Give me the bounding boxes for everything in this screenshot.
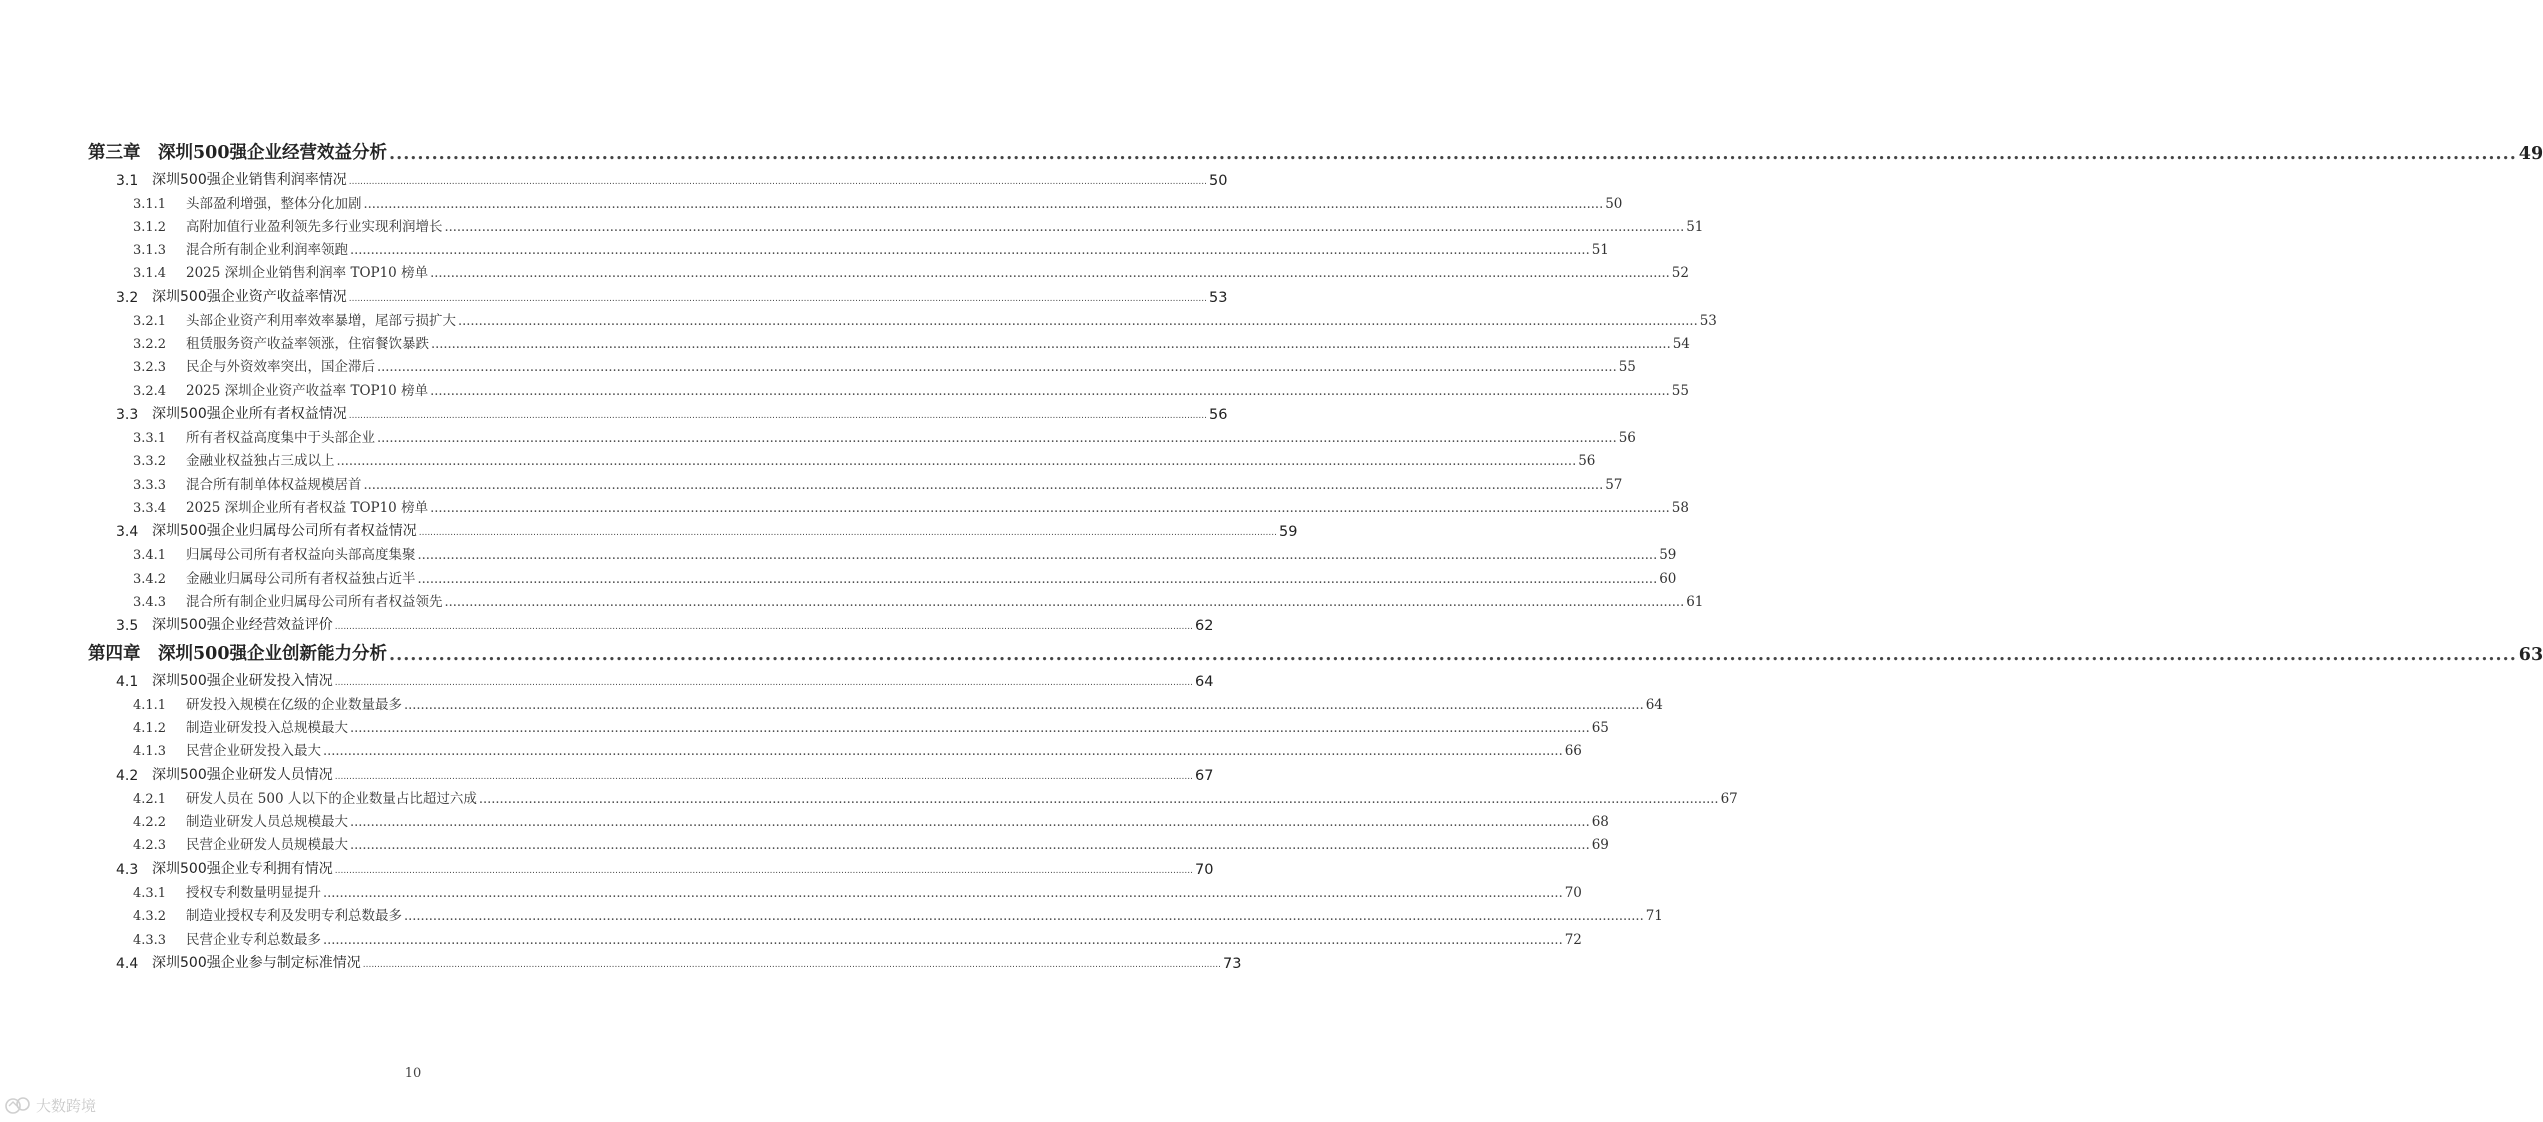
- toc-entry-title: 高附加值行业盈利领先多行业实现利润增长: [186, 218, 443, 235]
- toc-dot-leader: ............................................................................................................................................................................................................................................................................................................: [430, 383, 1670, 399]
- toc-dot-leader: ............................................................................................................................................................................................................................................................................................................: [478, 792, 1719, 808]
- toc-entry-page: 70: [1195, 861, 1214, 878]
- toc-entry-page: 57: [1605, 476, 1623, 493]
- toc-dot-leader: ............................................................................................................................................................................................................................................................................................................: [418, 528, 1277, 539]
- toc-dot-leader: ............................................................................................................................................................................................................................................................................................................: [417, 571, 1658, 587]
- toc-entry-title: 深圳500强企业专利拥有情况: [152, 860, 333, 877]
- toc-dot-leader: ............................................................................................................................................................................................................................................................................................................: [323, 744, 1563, 760]
- toc-entry-page: 62: [1195, 618, 1214, 635]
- toc-dot-leader: ............................................................................................................................................................................................................................................................................................................: [334, 677, 1193, 688]
- toc-entry-page: 70: [1564, 885, 1582, 902]
- toc-entry-page: 68: [1591, 814, 1609, 831]
- toc-dot-leader: ............................................................................................................................................................................................................................................................................................................: [350, 721, 1590, 737]
- toc-sub-entry[interactable]: [88, 493, 1689, 516]
- toc-entry-number: 4.2.3: [133, 838, 167, 854]
- toc-entry-number: 4.1.1: [133, 698, 167, 713]
- toc-dot-leader: ............................................................................................................................................................................................................................................................................................................: [430, 500, 1670, 516]
- toc-entry-title: 混合所有制单体权益规模居首: [186, 476, 362, 493]
- toc-entry-number: 4.2.1: [133, 792, 167, 808]
- toc-entry-title: 头部企业资产利用率效率暴增，尾部亏损扩大: [186, 312, 456, 329]
- toc-entry-page: 59: [1659, 547, 1677, 564]
- toc-entry-page: 56: [1578, 453, 1596, 470]
- watermark-text: 大数跨境: [36, 1096, 97, 1115]
- toc-entry-page: 72: [1564, 931, 1582, 948]
- toc-entry-number: 3.3: [116, 407, 139, 423]
- toc-sub-entry[interactable]: [88, 713, 1609, 737]
- toc-dot-leader: ............................................................................................................................................................................................................................................................................................................: [336, 454, 1577, 470]
- page-number: 10: [404, 1066, 422, 1081]
- toc-sub-entry[interactable]: [88, 212, 1704, 235]
- toc-dot-leader: ............................................................................................................................................................................................................................................................................................................: [444, 219, 1685, 235]
- toc-dot-leader: ............................................................................................................................................................................................................................................................................................................: [417, 548, 1658, 564]
- toc-dot-leader: ............................................................................................................................................................................................................................................................................................................: [348, 176, 1207, 187]
- toc-entry-page: 65: [1591, 720, 1609, 737]
- toc-entry-number: 3.2.1: [133, 313, 167, 329]
- toc-entry-title: 金融业归属母公司所有者权益独占近半: [186, 570, 416, 587]
- toc-entry-page: 60: [1659, 570, 1677, 587]
- toc-entry-number: 3.3.1: [133, 431, 167, 447]
- toc-entry-page: 67: [1720, 791, 1738, 808]
- toc-entry-page: 58: [1671, 499, 1689, 516]
- toc-entry-number: 3.1.1: [133, 196, 167, 212]
- toc-sub-entry[interactable]: [88, 352, 1636, 376]
- toc-entry-page: 56: [1209, 407, 1228, 423]
- toc-entry-page: 53: [1209, 289, 1228, 306]
- toc-entry-page: 73: [1223, 956, 1242, 972]
- toc-entry-page: 59: [1279, 524, 1298, 541]
- toc-entry-number: 3.2: [116, 289, 139, 306]
- toc-entry-page: 64: [1195, 673, 1214, 690]
- toc-entry-title: 所有者权益高度集中于头部企业: [186, 430, 375, 447]
- toc-entry-number: 4.2.2: [133, 815, 167, 831]
- toc-entry-page: 69: [1591, 837, 1609, 854]
- toc-sub-entry[interactable]: [88, 540, 1677, 564]
- toc-entry-number: 3.3.4: [133, 500, 167, 516]
- watermark: [4, 1094, 96, 1116]
- toc-section-entry[interactable]: [88, 164, 1228, 189]
- toc-dot-leader: ............................................................................................................................................................................................................................................................................................................: [334, 622, 1193, 633]
- toc-entry-title: 深圳500强企业所有者权益情况: [152, 406, 347, 422]
- toc-dot-leader: ............................................................................................................................................................................................................................................................................................................: [348, 293, 1207, 304]
- toc-dot-leader: ............................................................................................................................................................................................................................................................................................................: [348, 411, 1207, 421]
- toc-sub-entry[interactable]: [88, 189, 1623, 212]
- toc-dot-leader: ............................................................................................................................................................................................................................................................................................................: [323, 932, 1563, 948]
- toc-entry-number: 4.4: [116, 956, 139, 972]
- toc-dot-leader: ............................................................................................................................................................................................................................................................................................................: [363, 196, 1604, 212]
- toc-entry-title: 归属母公司所有者权益向头部高度集聚: [186, 547, 416, 564]
- toc-entry-number: 3.2.4: [133, 383, 167, 399]
- toc-sub-entry[interactable]: [88, 924, 1582, 948]
- toc-dot-leader: ............................................................................................................................................................................................................................................................................................................: [350, 243, 1590, 259]
- toc-entry-title: 2025 深圳企业资产收益率 TOP10 榜单: [186, 382, 429, 399]
- toc-sub-entry[interactable]: [88, 375, 1689, 399]
- toc-entry-number: 第三章: [88, 143, 141, 163]
- toc-sub-entry[interactable]: [88, 690, 1663, 713]
- toc-entry-number: 3.3.3: [133, 477, 167, 493]
- toc-sub-entry[interactable]: [88, 901, 1663, 925]
- toc-entry-page: 49: [2518, 144, 2543, 164]
- toc-sub-entry[interactable]: [88, 830, 1609, 854]
- toc-section-entry[interactable]: [88, 281, 1228, 306]
- toc-entry-number: 4.1.3: [133, 744, 167, 760]
- toc-chapter-entry[interactable]: [88, 133, 2543, 164]
- toc-sub-entry[interactable]: [88, 258, 1689, 282]
- toc-section-entry[interactable]: [88, 610, 1214, 635]
- watermark-logo-icon: [4, 1094, 34, 1116]
- toc-dot-leader: ............................................................................................................................................................................................................................................................................................................: [404, 909, 1644, 925]
- toc-dot-leader: ............................................................................................................................................................................................................................................................................................................: [430, 266, 1670, 282]
- table-of-contents: [88, 133, 2543, 972]
- toc-entry-page: 63: [2518, 645, 2543, 666]
- toc-chapter-entry[interactable]: [88, 634, 2543, 666]
- toc-section-entry[interactable]: [88, 759, 1214, 784]
- toc-dot-leader: ............................................................................................................................................................................................................................................................................................................: [444, 594, 1685, 610]
- toc-sub-entry[interactable]: [88, 878, 1582, 902]
- toc-sub-entry[interactable]: [88, 587, 1704, 610]
- toc-dot-leader: ............................................................................................................................................................................................................................................................................................................: [350, 838, 1590, 854]
- toc-entry-title: 制造业研发人员总规模最大: [186, 814, 348, 831]
- toc-entry-number: 4.3.3: [133, 932, 167, 948]
- toc-entry-number: 3.1.4: [133, 266, 167, 282]
- toc-entry-title: 深圳500强企业销售利润率情况: [152, 171, 347, 188]
- toc-entry-page: 64: [1645, 697, 1663, 713]
- toc-entry-page: 51: [1591, 242, 1609, 259]
- toc-entry-title: 深圳500强企业经营效益分析: [158, 143, 388, 163]
- toc-section-entry[interactable]: [88, 948, 1242, 973]
- toc-entry-title: 租赁服务资产收益率领涨，住宿餐饮暴跌: [186, 336, 429, 353]
- toc-sub-entry[interactable]: [88, 469, 1623, 493]
- toc-dot-leader: ............................................................................................................................................................................................................................................................................................................: [377, 431, 1617, 447]
- toc-entry-title: 2025 深圳企业所有者权益 TOP10 榜单: [186, 499, 429, 516]
- toc-section-entry[interactable]: [88, 516, 1298, 541]
- toc-entry-page: 67: [1195, 767, 1214, 784]
- toc-entry-number: 3.2.2: [133, 337, 167, 353]
- toc-entry-number: 3.1.2: [133, 219, 167, 235]
- toc-dot-leader: ............................................................................................................................................................................................................................................................................................................: [458, 313, 1698, 329]
- toc-entry-number: 3.4: [116, 524, 139, 541]
- toc-dot-leader: ............................................................................................................................................................................................................................................................................................................: [389, 645, 2517, 666]
- toc-dot-leader: ............................................................................................................................................................................................................................................................................................................: [431, 337, 1671, 353]
- toc-entry-number: 4.2: [116, 767, 139, 784]
- toc-entry-title: 研发人员在 500 人以下的企业数量占比超过六成: [186, 791, 477, 808]
- toc-sub-entry[interactable]: [88, 563, 1677, 587]
- toc-entry-page: 50: [1605, 195, 1623, 212]
- toc-entry-title: 深圳500强企业资产收益率情况: [152, 288, 347, 305]
- toc-entry-page: 71: [1645, 908, 1663, 925]
- toc-section-entry[interactable]: [88, 853, 1214, 878]
- toc-sub-entry[interactable]: [88, 329, 1690, 353]
- toc-entry-title: 深圳500强企业研发投入情况: [152, 672, 333, 689]
- toc-entry-page: 66: [1564, 743, 1582, 760]
- toc-entry-title: 2025 深圳企业销售利润率 TOP10 榜单: [186, 265, 429, 282]
- toc-entry-page: 55: [1671, 382, 1689, 399]
- toc-entry-page: 52: [1671, 265, 1689, 282]
- toc-entry-page: 56: [1618, 430, 1636, 447]
- toc-entry-number: 3.1.3: [133, 243, 167, 259]
- toc-sub-entry[interactable]: [88, 235, 1609, 259]
- toc-section-entry[interactable]: [88, 665, 1214, 690]
- toc-entry-number: 4.1: [116, 673, 139, 690]
- toc-entry-title: 混合所有制企业利润率领跑: [186, 242, 348, 259]
- toc-dot-leader: ............................................................................................................................................................................................................................................................................................................: [389, 144, 2517, 164]
- toc-entry-number: 3.5: [116, 618, 139, 635]
- toc-dot-leader: ............................................................................................................................................................................................................................................................................................................: [350, 815, 1590, 831]
- toc-dot-leader: ............................................................................................................................................................................................................................................................................................................: [334, 771, 1193, 782]
- toc-entry-number: 4.1.2: [133, 721, 167, 737]
- toc-entry-number: 3.2.3: [133, 360, 167, 376]
- toc-dot-leader: ............................................................................................................................................................................................................................................................................................................: [377, 360, 1617, 376]
- toc-entry-number: 3.4.3: [133, 594, 167, 610]
- toc-entry-page: 61: [1686, 593, 1704, 610]
- toc-entry-page: 54: [1672, 336, 1690, 353]
- toc-entry-title: 授权专利数量明显提升: [186, 885, 321, 902]
- toc-dot-leader: ............................................................................................................................................................................................................................................................................................................: [334, 865, 1193, 876]
- toc-section-entry[interactable]: [88, 399, 1228, 424]
- toc-entry-title: 头部盈利增强，整体分化加剧: [186, 195, 362, 212]
- toc-dot-leader: ............................................................................................................................................................................................................................................................................................................: [363, 477, 1604, 493]
- toc-entry-number: 3.4.2: [133, 571, 167, 587]
- toc-entry-number: 3.3.2: [133, 454, 167, 470]
- toc-entry-title: 制造业研发投入总规模最大: [186, 720, 348, 737]
- toc-dot-leader: ............................................................................................................................................................................................................................................................................................................: [362, 960, 1221, 970]
- toc-entry-page: 53: [1699, 312, 1717, 329]
- toc-entry-page: 55: [1618, 359, 1636, 376]
- toc-entry-title: 制造业授权专利及发明专利总数最多: [186, 908, 402, 925]
- toc-sub-entry[interactable]: [88, 807, 1609, 831]
- toc-entry-title: 民企与外资效率突出，国企滞后: [186, 359, 375, 376]
- toc-entry-number: 4.3.2: [133, 909, 167, 925]
- toc-entry-title: 民营企业研发人员规模最大: [186, 837, 348, 854]
- toc-entry-title: 混合所有制企业归属母公司所有者权益领先: [186, 593, 443, 610]
- toc-sub-entry[interactable]: [88, 736, 1582, 760]
- toc-dot-leader: ............................................................................................................................................................................................................................................................................................................: [323, 886, 1563, 902]
- toc-entry-page: 50: [1209, 172, 1228, 189]
- toc-entry-title: 研发投入规模在亿级的企业数量最多: [186, 697, 402, 713]
- toc-entry-number: 3.4.1: [133, 548, 167, 564]
- toc-entry-title: 深圳500强企业研发人员情况: [152, 766, 333, 783]
- toc-dot-leader: ............................................................................................................................................................................................................................................................................................................: [404, 698, 1644, 713]
- toc-entry-title: 深圳500强企业经营效益评价: [152, 617, 333, 634]
- toc-entry-number: 第四章: [88, 644, 141, 665]
- toc-sub-entry[interactable]: [88, 306, 1717, 329]
- toc-sub-entry[interactable]: [88, 784, 1738, 808]
- toc-sub-entry[interactable]: [88, 446, 1596, 470]
- toc-entry-title: 深圳500强企业归属母公司所有者权益情况: [152, 523, 417, 540]
- toc-sub-entry[interactable]: [88, 423, 1636, 447]
- toc-entry-title: 民营企业研发投入最大: [186, 743, 321, 760]
- toc-entry-number: 4.3: [116, 861, 139, 878]
- toc-entry-title: 深圳500强企业创新能力分析: [158, 644, 388, 665]
- toc-entry-title: 金融业权益独占三成以上: [186, 453, 335, 470]
- toc-entry-number: 4.3.1: [133, 886, 167, 902]
- toc-entry-title: 民营企业专利总数最多: [186, 931, 321, 948]
- toc-entry-number: 3.1: [116, 172, 139, 189]
- toc-entry-page: 51: [1686, 218, 1704, 235]
- toc-entry-title: 深圳500强企业参与制定标准情况: [152, 955, 361, 971]
